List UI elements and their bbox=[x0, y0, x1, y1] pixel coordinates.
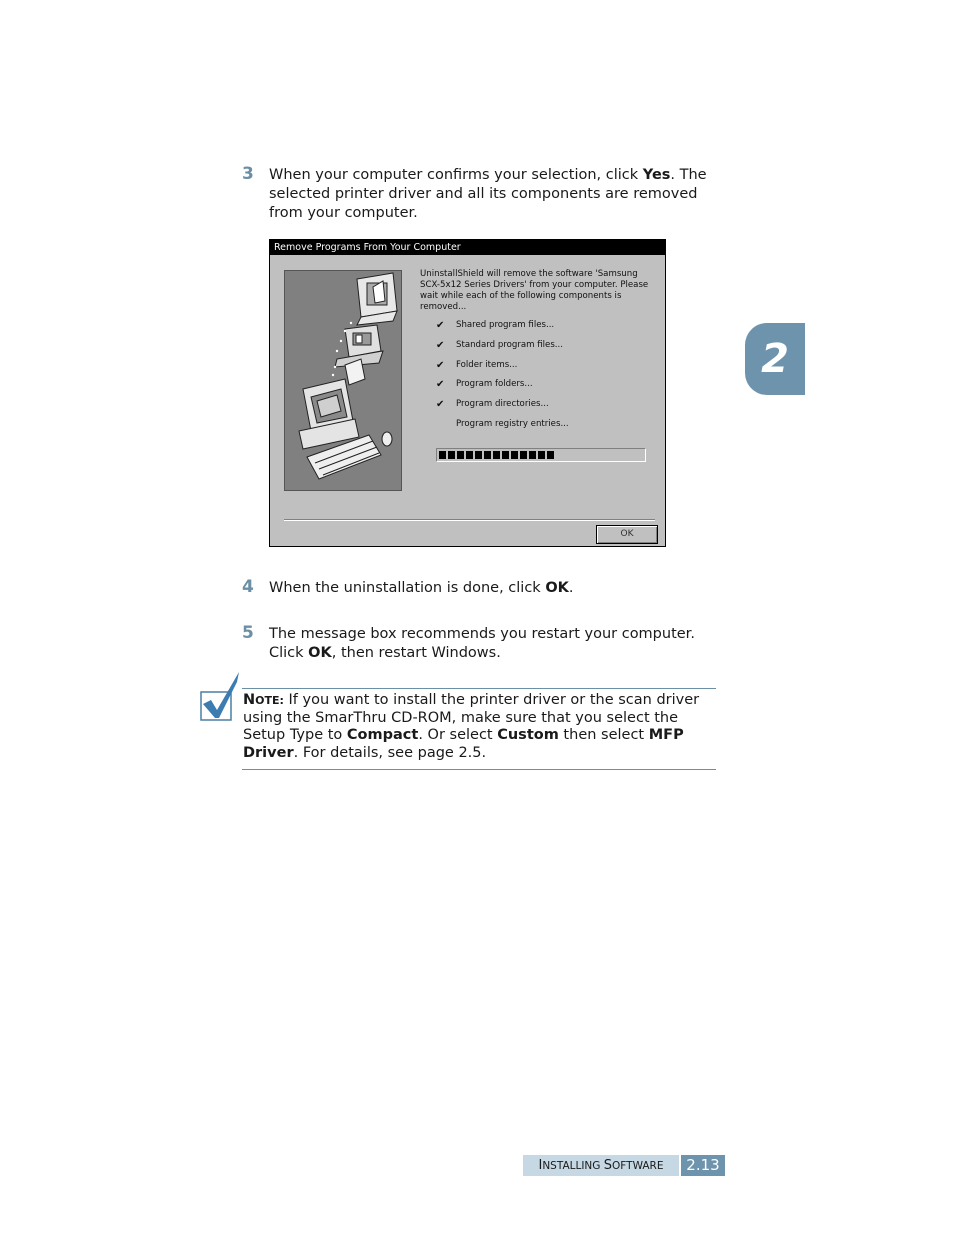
progress-block bbox=[439, 451, 446, 459]
progress-block bbox=[538, 451, 545, 459]
computer-illustration bbox=[284, 270, 402, 491]
step-number: 4 bbox=[242, 577, 254, 597]
step-text: When your computer confirms your selection, click Yes. The selected printer driver and all its components are removed from your computer. bbox=[269, 167, 707, 221]
chapter-tab: 2 bbox=[745, 323, 805, 395]
uninstall-dialog: Remove Programs From Your Computer UninstallShield will remove the software 'Samsung SCX-5x12 Series Drivers' from your computer. Please wait while each of the following components is removed... ✔ Shared program files... ✔ Standard program files... ✔ Folder items... ✔ Program folders... ✔ Program directories... Program registry entries... OK bbox=[269, 239, 666, 547]
progress-block bbox=[511, 451, 518, 459]
progress-block bbox=[466, 451, 473, 459]
page-number: 2.13 bbox=[681, 1155, 725, 1176]
ok-button[interactable]: OK bbox=[596, 525, 658, 544]
progress-block bbox=[502, 451, 509, 459]
computer-icon bbox=[285, 271, 401, 490]
dialog-separator bbox=[284, 519, 655, 521]
progress-block bbox=[448, 451, 455, 459]
progress-block bbox=[457, 451, 464, 459]
check-icon: ✔ bbox=[436, 379, 445, 391]
progress-block bbox=[547, 451, 554, 459]
progress-block bbox=[475, 451, 482, 459]
check-icon: ✔ bbox=[436, 320, 445, 331]
progress-block bbox=[493, 451, 500, 459]
check-icon: ✔ bbox=[436, 399, 445, 411]
progress-fill bbox=[439, 451, 554, 459]
progress-block bbox=[484, 451, 491, 459]
progress-bar bbox=[436, 448, 646, 462]
step-5 bbox=[242, 625, 722, 663]
step-number: 3 bbox=[242, 164, 254, 184]
check-icon: ✔ bbox=[436, 359, 445, 371]
step-text: The message box recommends you restart your computer. Click OK, then restart Windows. bbox=[269, 626, 695, 661]
footer-section-title: INSTALLING SOFTWARE bbox=[523, 1155, 679, 1176]
check-icon: ✔ bbox=[436, 339, 445, 351]
note-bottom-rule bbox=[242, 769, 716, 770]
step-3 bbox=[242, 166, 722, 223]
note-top-rule bbox=[242, 688, 716, 689]
progress-block bbox=[529, 451, 536, 459]
note-label: NOTE: bbox=[243, 692, 284, 708]
progress-block bbox=[520, 451, 527, 459]
checkmark-note-icon bbox=[199, 670, 243, 724]
dialog-title: Remove Programs From Your Computer bbox=[270, 240, 665, 255]
note-text: NOTE: If you want to install the printer driver or the scan driver using the SmarThru CD-ROM, make sure that you select the Setup Type to Compact. Or select Custom then select MFP Driver. For details, see page 2.5. bbox=[243, 692, 700, 761]
step-text: When the uninstallation is done, click OK. bbox=[269, 580, 574, 596]
dialog-message: UninstallShield will remove the software 'Samsung SCX-5x12 Series Drivers' from your computer. Please wait while each of the following components is removed... bbox=[420, 269, 649, 312]
step-number: 5 bbox=[242, 623, 254, 643]
step-4 bbox=[242, 579, 722, 598]
